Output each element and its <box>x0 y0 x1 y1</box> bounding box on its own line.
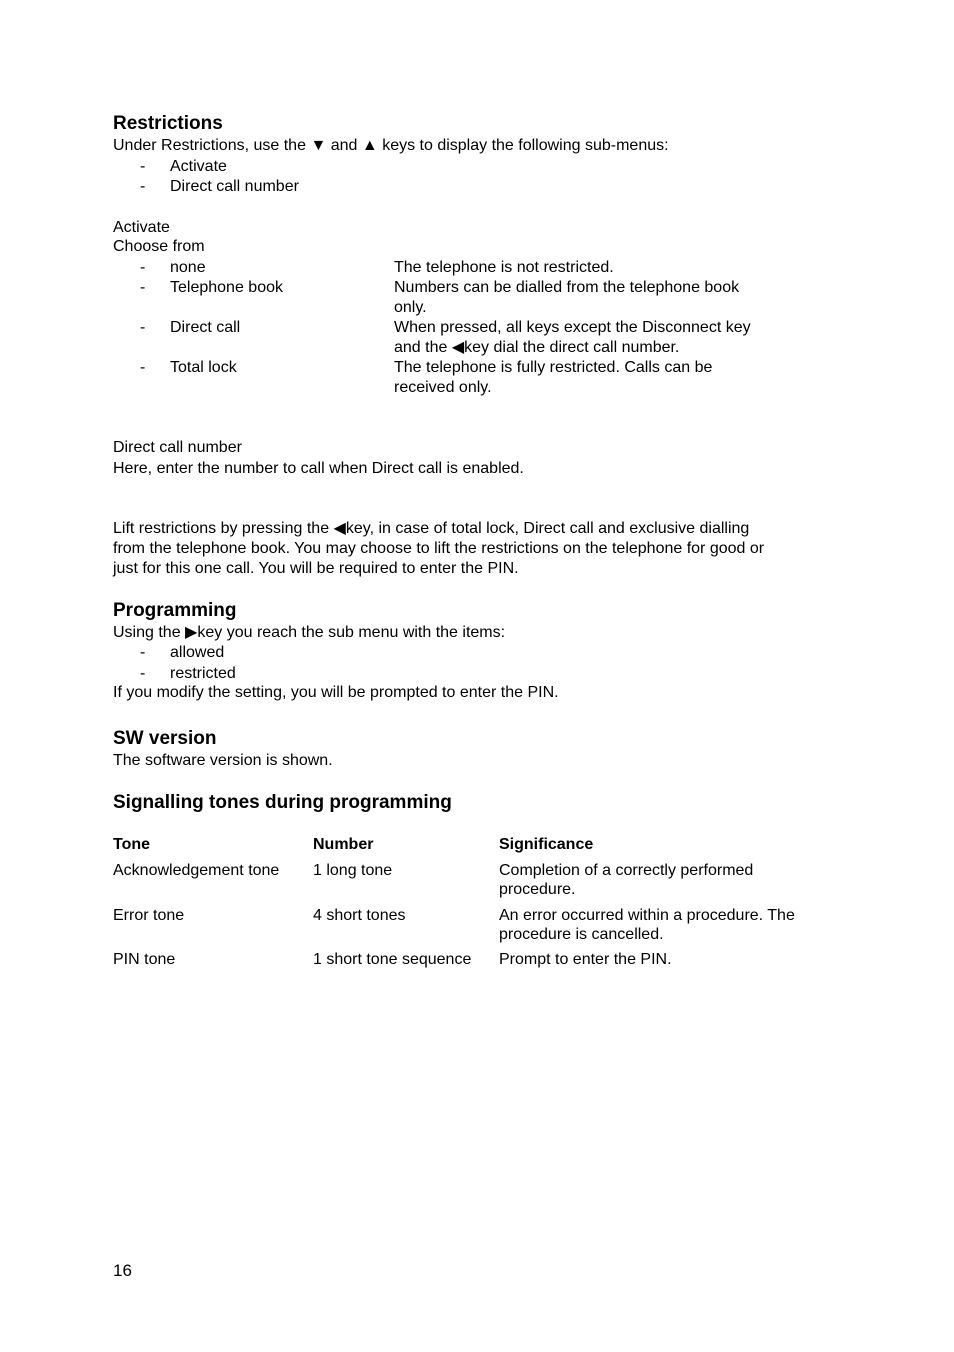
choose-from-label: Choose from <box>113 238 205 255</box>
table-cell-significance: Completion of a correctly performed <box>499 862 754 879</box>
sw-version-text: The software version is shown. <box>113 752 333 769</box>
option-name: none <box>170 259 206 276</box>
submenu-item: Direct call number <box>170 178 299 195</box>
intro-text: and <box>330 137 358 154</box>
list-dash: - <box>140 359 146 376</box>
list-dash: - <box>140 665 146 682</box>
option-desc <box>394 338 679 358</box>
table-header-significance: Significance <box>499 836 594 853</box>
option-desc: When pressed, all keys except the Disconnect key <box>394 319 751 336</box>
up-arrow-icon: ▲ <box>361 137 378 154</box>
intro-text: Using the <box>113 624 181 641</box>
intro-text: keys to display the following sub-menus: <box>382 137 669 154</box>
table-cell-significance: procedure is cancelled. <box>499 926 664 943</box>
programming-item: allowed <box>170 644 225 661</box>
table-cell-number: 1 long tone <box>313 862 393 879</box>
option-desc: The telephone is fully restricted. Calls can be <box>394 359 713 376</box>
submenu-item: Activate <box>170 158 227 175</box>
down-arrow-icon: ▼ <box>310 137 327 154</box>
page-number: 16 <box>113 1261 132 1280</box>
option-name: Direct call <box>170 319 241 336</box>
left-arrow-icon: ◀ <box>333 520 346 537</box>
list-dash: - <box>140 178 146 195</box>
desc-text: key dial the direct call number. <box>464 339 680 356</box>
list-dash: - <box>140 279 146 296</box>
table-cell-number: 4 short tones <box>313 907 406 924</box>
table-header-tone: Tone <box>113 836 151 853</box>
programming-note: If you modify the setting, you will be prompted to enter the PIN. <box>113 684 559 701</box>
activate-title: Activate <box>113 219 170 236</box>
restrictions-intro <box>113 136 669 156</box>
list-dash: - <box>140 259 146 276</box>
list-dash: - <box>140 319 146 336</box>
lift-text-part: key, in case of total lock, Direct call and exclusive dialling <box>345 520 750 537</box>
list-dash: - <box>140 158 146 175</box>
sw-version-heading: SW version <box>113 728 217 749</box>
lift-text-part: Lift restrictions by pressing the <box>113 520 330 537</box>
table-cell-tone: Error tone <box>113 907 185 924</box>
tones-heading: Signalling tones during programming <box>113 792 452 813</box>
list-dash: - <box>140 644 146 661</box>
programming-heading: Programming <box>113 600 237 621</box>
left-arrow-icon: ◀ <box>451 339 465 356</box>
intro-text: key you reach the sub menu with the items: <box>197 624 506 641</box>
option-name: Total lock <box>170 359 237 376</box>
table-cell-significance: procedure. <box>499 881 576 898</box>
programming-intro <box>113 623 505 643</box>
table-cell-tone: PIN tone <box>113 951 176 968</box>
right-arrow-icon: ▶ <box>185 624 198 641</box>
lift-text: from the telephone book. You may choose to lift the restrictions on the telephone for good or <box>113 540 765 557</box>
option-desc: received only. <box>394 379 492 396</box>
direct-call-title: Direct call number <box>113 439 242 456</box>
table-cell-tone: Acknowledgement tone <box>113 862 280 879</box>
direct-call-desc: Here, enter the number to call when Direct call is enabled. <box>113 460 524 477</box>
restrictions-heading: Restrictions <box>113 113 223 134</box>
desc-text: and the <box>394 339 448 356</box>
option-name: Telephone book <box>170 279 283 296</box>
table-header-number: Number <box>313 836 374 853</box>
lift-text <box>113 519 749 539</box>
table-cell-significance: Prompt to enter the PIN. <box>499 951 672 968</box>
intro-text: Under Restrictions, use the <box>113 137 306 154</box>
lift-text: just for this one call. You will be required to enter the PIN. <box>113 560 519 577</box>
option-desc: only. <box>394 299 427 316</box>
programming-item: restricted <box>170 665 236 682</box>
option-desc: Numbers can be dialled from the telephone book <box>394 279 740 296</box>
table-cell-significance: An error occurred within a procedure. The <box>499 907 795 924</box>
table-cell-number: 1 short tone sequence <box>313 951 472 968</box>
option-desc: The telephone is not restricted. <box>394 259 614 276</box>
